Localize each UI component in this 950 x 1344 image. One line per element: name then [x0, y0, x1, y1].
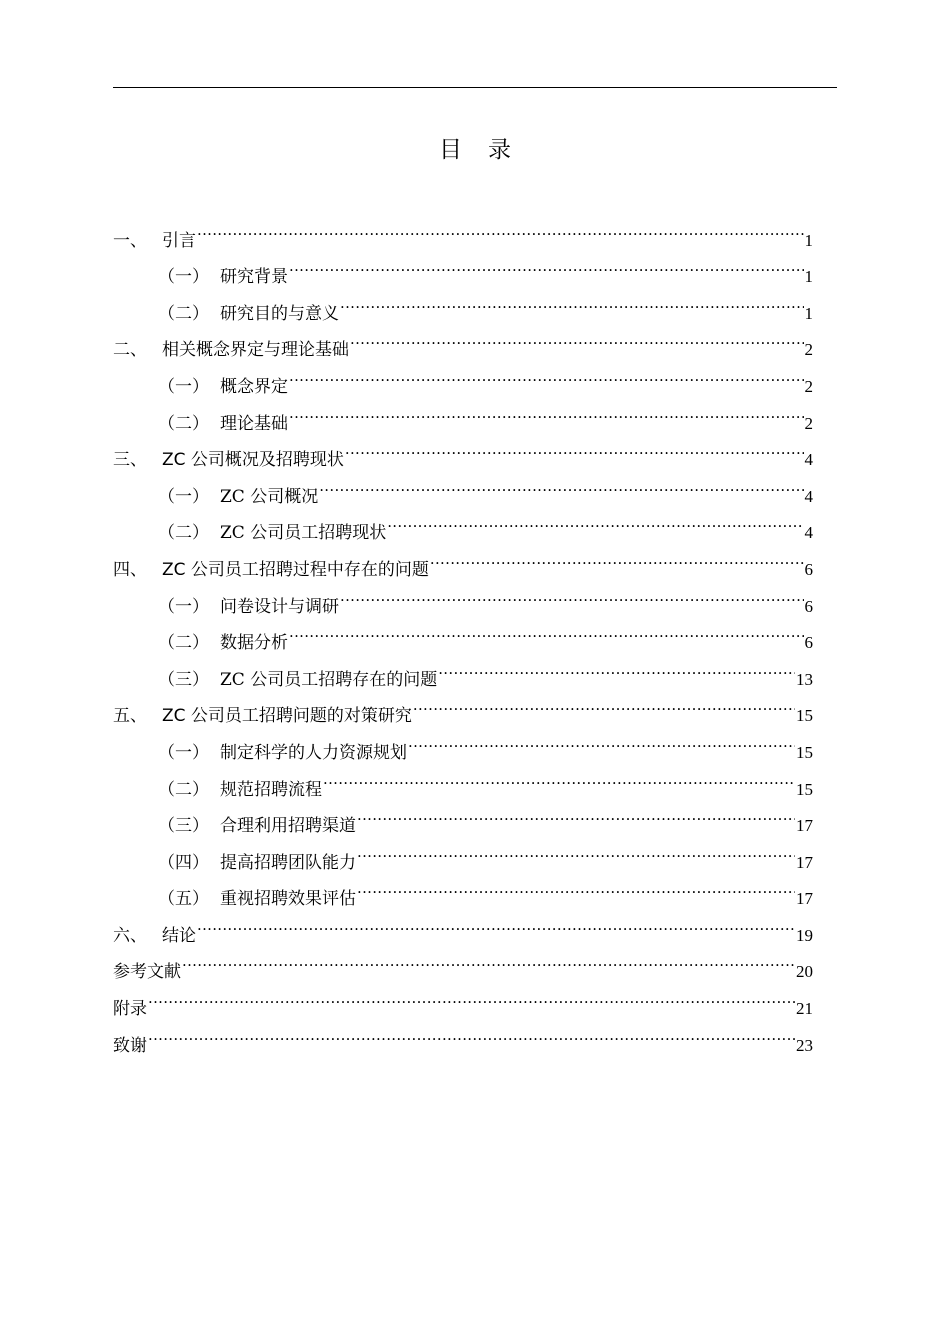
toc-entry-title: 结论 — [162, 925, 196, 946]
toc-entry[interactable] — [113, 209, 813, 251]
toc-dot-leader — [345, 429, 804, 466]
toc-entry-number: （四） — [158, 852, 209, 873]
toc-dot-leader — [340, 282, 804, 319]
toc-entry-page-number: 6 — [804, 633, 813, 653]
toc-entry-page-number: 4 — [804, 486, 813, 506]
toc-title-char-1: 目 — [439, 137, 462, 163]
toc-entry-title: ZC 公司员工招聘现状 — [220, 523, 387, 544]
toc-entry-title: 致谢 — [113, 1035, 147, 1056]
toc-entry-page-number: 2 — [804, 413, 813, 433]
toc-entry-page-number: 20 — [796, 962, 813, 982]
toc-dot-leader — [148, 977, 795, 1014]
toc-entry-page-number: 17 — [796, 852, 813, 872]
toc-dot-leader — [148, 1014, 795, 1051]
toc-entry-title: 参考文献 — [113, 962, 181, 983]
toc-entry-number: （二） — [158, 523, 209, 544]
toc-entry-title: ZC 公司员工招聘过程中存在的问题 — [162, 559, 429, 580]
toc-entry-title: 理论基础 — [220, 413, 288, 434]
toc-entry-title: 引言 — [162, 230, 196, 251]
toc-dot-leader — [289, 246, 804, 283]
toc-entry[interactable] — [113, 941, 813, 983]
toc-entry-number: 六、 — [113, 925, 147, 946]
toc-entry-page-number: 1 — [804, 303, 813, 323]
toc-entry-page-number: 6 — [804, 559, 813, 579]
toc-entry-page-number: 15 — [796, 706, 813, 726]
toc-entry-title: 概念界定 — [220, 376, 288, 397]
toc-entry-page-number: 2 — [804, 376, 813, 396]
toc-dot-leader — [319, 465, 803, 502]
toc-dot-leader — [323, 758, 795, 795]
toc-entry-page-number: 17 — [796, 816, 813, 836]
toc-entry-number: 二、 — [113, 340, 147, 361]
toc-entry[interactable] — [113, 977, 813, 1020]
toc-entry-title: 研究背景 — [220, 267, 288, 288]
toc-entry-page-number: 17 — [796, 889, 813, 909]
toc-dot-leader — [289, 392, 804, 429]
header-rule — [113, 87, 837, 88]
toc-dot-leader — [340, 575, 804, 612]
toc-entry-number: （一） — [158, 742, 209, 763]
toc-entry-title: ZC 公司员工招聘问题的对策研究 — [162, 706, 412, 727]
toc-entry-title: ZC 公司员工招聘存在的问题 — [220, 669, 438, 690]
toc-entry[interactable] — [113, 246, 813, 288]
toc-dot-leader — [387, 502, 803, 539]
toc-entry-title: 制定科学的人力资源规划 — [220, 742, 407, 763]
toc-entry-page-number: 1 — [804, 267, 813, 287]
toc-entry-number: 一、 — [113, 230, 147, 251]
toc-entry-number: 三、 — [113, 450, 147, 471]
toc-entry-page-number: 4 — [804, 450, 813, 470]
toc-dot-leader — [408, 721, 795, 758]
table-of-contents — [113, 209, 813, 1056]
toc-entry-page-number: 21 — [796, 999, 813, 1019]
toc-entry-page-number: 13 — [796, 669, 813, 689]
toc-entry-title: 数据分析 — [220, 633, 288, 654]
toc-entry-page-number: 4 — [804, 523, 813, 543]
toc-entry-page-number: 2 — [804, 340, 813, 360]
toc-dot-leader — [289, 612, 804, 649]
toc-dot-leader — [350, 319, 804, 356]
toc-entry-number: （二） — [158, 633, 209, 654]
toc-entry-title: 提高招聘团队能力 — [220, 852, 356, 873]
toc-dot-leader — [197, 904, 795, 941]
toc-dot-leader — [357, 795, 795, 832]
toc-entry-number: 四、 — [113, 559, 147, 580]
toc-entry-title: 规范招聘流程 — [220, 779, 322, 800]
toc-entry-title: 合理利用招聘渠道 — [220, 816, 356, 837]
toc-entry-page-number: 15 — [796, 742, 813, 762]
toc-entry-title: ZC 公司概况 — [220, 486, 319, 507]
toc-entry-number: （一） — [158, 486, 209, 507]
toc-title — [0, 134, 950, 166]
toc-entry-title: 附录 — [113, 999, 147, 1020]
toc-dot-leader — [357, 831, 795, 868]
toc-entry-page-number: 15 — [796, 779, 813, 799]
toc-entry[interactable] — [113, 904, 813, 946]
toc-entry-number: （二） — [158, 413, 209, 434]
toc-entry-title: ZC 公司概况及招聘现状 — [162, 450, 344, 471]
toc-dot-leader — [413, 685, 795, 722]
toc-entry-number: （二） — [158, 303, 209, 324]
toc-dot-leader — [182, 941, 795, 978]
toc-dot-leader — [197, 209, 804, 246]
toc-entry-number: （一） — [158, 376, 209, 397]
toc-entry-page-number: 19 — [796, 925, 813, 945]
toc-entry-number: （三） — [158, 669, 209, 690]
toc-entry-title: 相关概念界定与理论基础 — [162, 340, 349, 361]
toc-entry-number: （一） — [158, 267, 209, 288]
toc-dot-leader — [438, 648, 795, 685]
toc-entry-number: （五） — [158, 889, 209, 910]
toc-title-char-2: 录 — [488, 137, 511, 163]
toc-entry-number: （一） — [158, 596, 209, 617]
toc-entry-title: 重视招聘效果评估 — [220, 889, 356, 910]
toc-entry-title: 研究目的与意义 — [220, 303, 339, 324]
toc-entry-page-number: 6 — [804, 596, 813, 616]
toc-entry-number: （二） — [158, 779, 209, 800]
toc-dot-leader — [430, 538, 804, 575]
toc-entry-number: （三） — [158, 816, 209, 837]
toc-dot-leader — [289, 355, 804, 392]
toc-entry-number: 五、 — [113, 706, 147, 727]
toc-entry-page-number: 1 — [804, 230, 813, 250]
toc-entry[interactable] — [113, 1014, 813, 1056]
toc-dot-leader — [357, 868, 795, 905]
toc-entry-title: 问卷设计与调研 — [220, 596, 339, 617]
toc-entry-page-number: 23 — [796, 1035, 813, 1055]
